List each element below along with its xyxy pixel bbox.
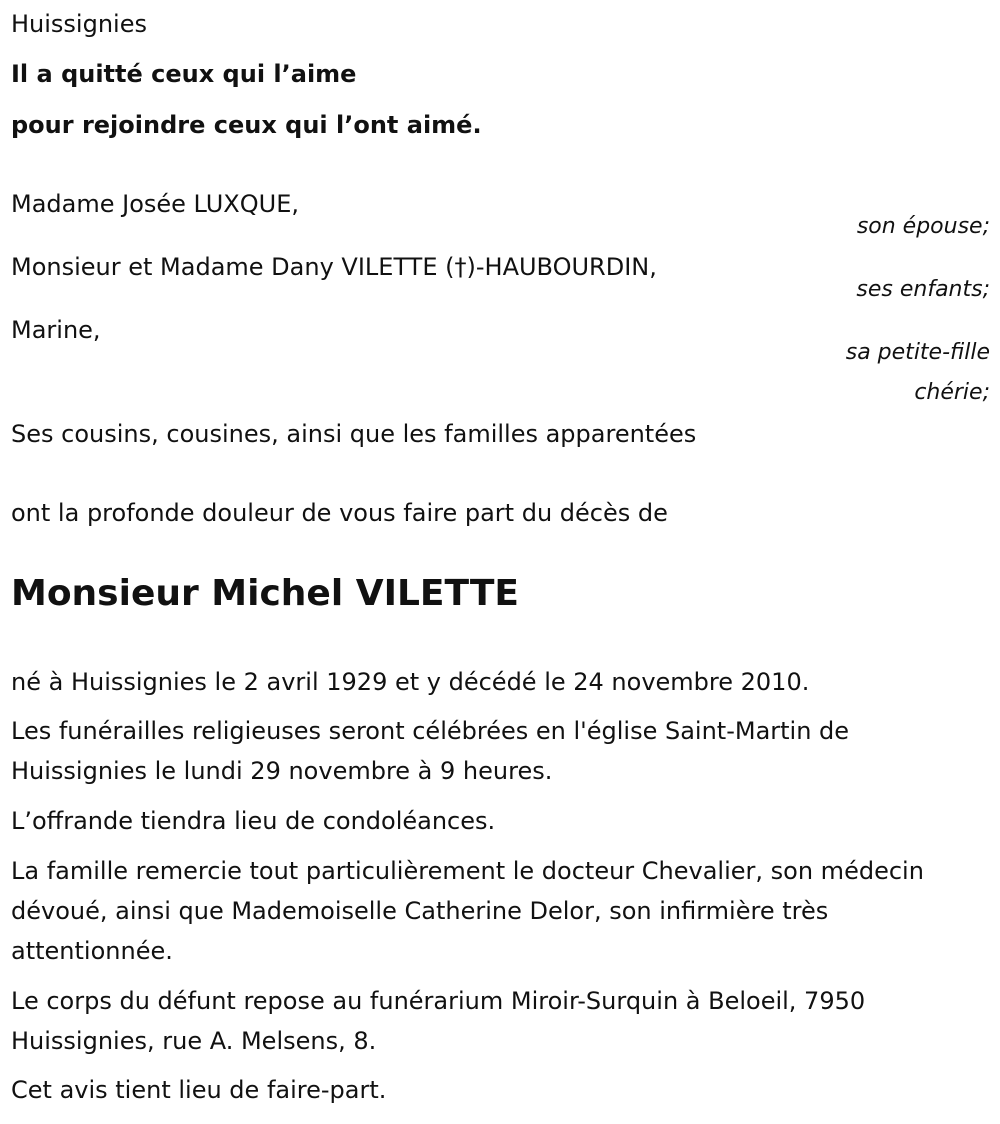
thanks-text: La famille remercie tout particulièrement le docteur Chevalier, son médecin dévoué, ainsi que Mademoiselle Catherine Delor, son infirmière très attentionnée. [11,857,924,965]
quote-line-2: pour rejoindre ceux qui l’ont aimé. [11,111,482,139]
funeral-text: Les funérailles religieuses seront célébrées en l'église Saint-Martin de Huissignies le lundi 29 novembre à 9 heures. [11,717,850,785]
family-member-relation: son épouse; [856,214,990,239]
family-member-relation: ses enfants; [856,277,990,302]
family-member-name: Madame Josée LUXQUE, [11,190,299,218]
notice-text: Cet avis tient lieu de faire-part. [11,1076,387,1104]
family-member-name: Monsieur et Madame Dany VILETTE (†)-HAUBOURDIN, [11,253,657,281]
deceased-name: Monsieur Michel VILETTE [11,573,520,614]
announcement-line: ont la profonde douleur de vous faire part du décès de [11,499,668,527]
rest-location-text: Le corps du défunt repose au funérarium Miroir-Surquin à Beloeil, 7950 Huissignies, rue A. Melsens, 8. [11,987,866,1055]
family-member-relation: sa petite-fille [845,340,990,365]
location-label: Huissignies [11,10,147,38]
birth-death-text: né à Huissignies le 2 avril 1929 et y décédé le 24 novembre 2010. [11,668,810,696]
relatives-line: Ses cousins, cousines, ainsi que les familles apparentées [11,420,697,448]
family-member-relation-cont: chérie; [914,380,990,405]
family-member-name: Marine, [11,316,101,344]
offering-text: L’offrande tiendra lieu de condoléances. [11,807,496,835]
quote-line-1: Il a quitté ceux qui l’aime [11,60,357,88]
